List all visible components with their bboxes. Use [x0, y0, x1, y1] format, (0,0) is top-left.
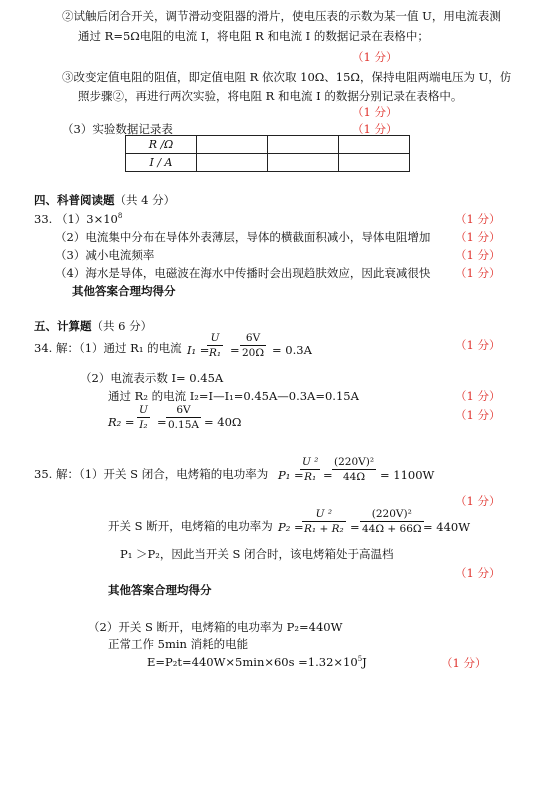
- q35-frac2-den: 44Ω: [332, 469, 376, 483]
- score-q33-1: （1 分）: [455, 212, 501, 226]
- section4-heading: 四、科普阅读题: [34, 193, 115, 207]
- q34-frac3-num: U: [139, 404, 148, 416]
- q35-part2-line2: 正常工作 5min 消耗的电能: [108, 637, 249, 651]
- q33-a1-exp: 8: [117, 212, 123, 221]
- eq-sign: =: [323, 468, 333, 482]
- table-cell: [197, 136, 268, 154]
- eq-sign: =: [350, 520, 360, 534]
- q35-p1: P₁ =: [278, 468, 304, 482]
- q34-line1-text: 34. 解：（1）通过 R₁ 的电流: [34, 341, 182, 355]
- step2-line2: 通过 R=5Ω电阻的电流 I，将电阻 R 和电流 I 的数据记录在表格中；: [78, 29, 429, 43]
- q34-frac2-den: 20Ω: [242, 347, 265, 359]
- q34-frac3: [137, 404, 150, 431]
- q33-other-note: 其他答案合理均得分: [72, 284, 176, 298]
- q35-result2: = 440W: [423, 520, 471, 534]
- q35-result1: = 1100W: [380, 468, 435, 482]
- table-row: [126, 154, 410, 172]
- score-q34-1: （1 分）: [455, 338, 501, 352]
- step3-line1: ③改变定值电阻的阻值，即定值电阻 R 依次取 10Ω、15Ω，保持电阻两端电压为 U，仿: [62, 70, 512, 84]
- record-table: [125, 135, 410, 172]
- q33-answer4: （4）海水是导体，电磁波在海水中传播时会出现趋肤效应，因此衰减很快: [55, 266, 431, 280]
- q35-frac3-den: R₁ + R₂: [304, 523, 344, 535]
- q33-answer1: [34, 211, 122, 227]
- q35-part2-line1: （2）开关 S 断开，电烤箱的电功率为 P₂=440W: [88, 620, 343, 634]
- score-q34-3: （1 分）: [455, 408, 501, 422]
- eq-sign: =: [230, 343, 240, 357]
- q34-frac4: [166, 404, 201, 431]
- q35-frac1-den: R₁: [300, 469, 320, 483]
- table-cell: [339, 154, 410, 172]
- table-cell: [197, 154, 268, 172]
- q35-line2-text: 开关 S 断开，电烤箱的电功率为: [108, 519, 273, 533]
- q34-frac2: [240, 332, 266, 359]
- table-cell: [268, 136, 339, 154]
- q35-other-note: 其他答案合理均得分: [108, 583, 212, 597]
- q34-frac1-den: R₁: [209, 347, 222, 359]
- q35-frac1-num: U ²: [302, 456, 319, 468]
- q34-line2: （2）电流表示数 I= 0.45A: [80, 371, 224, 385]
- q35-p2: P₂ =: [278, 520, 304, 534]
- q35-frac3-num: U ²: [315, 508, 333, 520]
- table-cell: [268, 154, 339, 172]
- q34-frac4-num: 6V: [176, 404, 191, 416]
- score-q35-2: （1 分）: [455, 566, 501, 580]
- q35-line3: P₁ ＞P₂，因此当开关 S 闭合时，该电烤箱处于高温档: [120, 547, 394, 561]
- q35-part2-line3: [147, 655, 367, 669]
- score-step2: （1 分）: [352, 50, 398, 64]
- q34-frac2-num: 6V: [245, 332, 261, 344]
- q34-frac3-den: I₂: [137, 417, 150, 431]
- step3-line2: 照步骤②，再进行两次实验，将电阻 R 和电流 I 的数据分别记录在表格中。: [78, 89, 463, 103]
- q35-frac2-num: (220V)²: [334, 456, 375, 468]
- score-q33-2: （1 分）: [455, 230, 501, 244]
- q35-p2-l3-text: E=P₂t=440W×5min×60s =1.32×10: [147, 655, 358, 669]
- q35-frac4: [360, 508, 424, 535]
- q33-answer3: （3）减小电流频率: [55, 248, 155, 262]
- q33-answer2: （2）电流集中分布在导体外表薄层，导体的横截面积减小，导体电阻增加: [55, 230, 431, 244]
- q34-i1: I₁ =: [187, 343, 210, 357]
- score-table: （1 分）: [352, 122, 398, 136]
- score-q33-3: （1 分）: [455, 248, 501, 262]
- table-row: [126, 136, 410, 154]
- score-q34-2: （1 分）: [455, 389, 501, 403]
- score-q35-3: （1 分）: [441, 656, 487, 670]
- step2-line1: ②试触后闭合开关，调节滑动变阻器的滑片，使电压表的示数为某一值 U，用电流表测: [62, 9, 501, 23]
- table-cell: [339, 136, 410, 154]
- q35-frac4-den: 44Ω + 66Ω: [362, 523, 422, 535]
- q35-frac1: [300, 456, 320, 483]
- section5-heading-wrap: [34, 318, 152, 334]
- section5-points: （共 6 分）: [91, 319, 153, 333]
- q34-line3: 通过 R₂ 的电流 I₂=I—I₁=0.45A—0.3A=0.15A: [108, 389, 359, 403]
- q34-frac1: [207, 332, 223, 359]
- q35-frac3: [302, 508, 346, 535]
- section4-points: （共 4 分）: [114, 193, 176, 207]
- table-title: （3）实验数据记录表: [62, 122, 173, 136]
- section4-heading-wrap: [34, 192, 175, 208]
- q34-frac4-den: 0.15A: [168, 419, 199, 431]
- q34-frac1-num: U: [210, 332, 220, 344]
- score-q33-4: （1 分）: [455, 266, 501, 280]
- q35-p2-l3-unit: J: [362, 655, 367, 669]
- q35-line1-text: 35. 解：（1）开关 S 闭合，电烤箱的电功率为: [34, 467, 269, 481]
- row-header-i: I / A: [126, 154, 197, 172]
- score-step3: （1 分）: [352, 105, 398, 119]
- q35-p2-l3-exp: 5: [357, 655, 363, 664]
- q33-a1-text: 33. （1）3×10: [34, 212, 118, 226]
- row-header-r: R /Ω: [126, 136, 197, 154]
- eq-sign: =: [157, 415, 167, 429]
- q34-result2: = 40Ω: [204, 415, 242, 429]
- q35-frac2: [332, 456, 376, 483]
- q34-r2: R₂ =: [108, 415, 135, 429]
- q35-frac4-num: (220V)²: [371, 508, 412, 520]
- score-q35-1: （1 分）: [455, 494, 501, 508]
- section5-heading: 五、计算题: [34, 319, 92, 333]
- q34-result1: = 0.3A: [272, 343, 312, 357]
